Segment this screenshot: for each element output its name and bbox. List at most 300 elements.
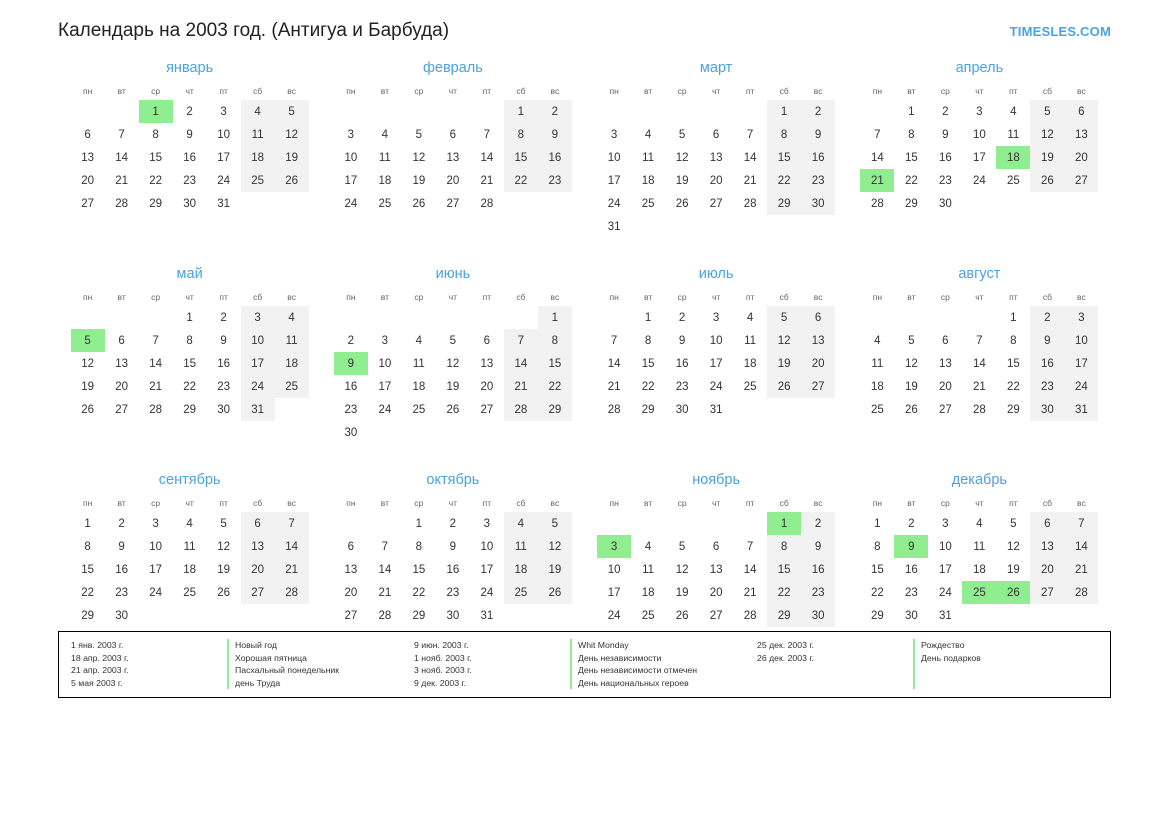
- day-cell[interactable]: 4: [874, 334, 881, 347]
- day-cell-weekend[interactable]: 30: [1030, 398, 1064, 421]
- day-cell[interactable]: 27: [938, 403, 952, 416]
- day-cell-weekend[interactable]: 23: [1030, 375, 1064, 398]
- day-cell[interactable]: 16: [217, 357, 231, 370]
- day-cell[interactable]: 22: [183, 380, 197, 393]
- day-cell[interactable]: 6: [712, 540, 720, 553]
- day-cell-weekend[interactable]: 4: [275, 306, 309, 329]
- day-cell[interactable]: 29: [183, 403, 197, 416]
- day-cell-weekend[interactable]: 24: [1064, 375, 1098, 398]
- day-cell-weekend[interactable]: 12: [767, 329, 801, 352]
- day-cell[interactable]: 19: [412, 174, 426, 187]
- day-cell[interactable]: 16: [115, 563, 129, 576]
- day-cell-weekend[interactable]: 28: [504, 398, 538, 421]
- day-cell[interactable]: 11: [744, 334, 757, 347]
- day-cell[interactable]: 19: [217, 563, 231, 576]
- day-cell[interactable]: 13: [446, 151, 460, 164]
- day-cell[interactable]: 25: [412, 403, 426, 416]
- day-cell-weekend[interactable]: 27: [801, 375, 835, 398]
- day-cell-holiday[interactable]: 9: [894, 535, 928, 558]
- day-cell[interactable]: 14: [115, 151, 129, 164]
- day-cell[interactable]: 9: [449, 540, 457, 553]
- day-cell[interactable]: 12: [217, 540, 231, 553]
- day-cell[interactable]: 7: [381, 540, 389, 553]
- day-cell[interactable]: 13: [709, 151, 723, 164]
- day-cell[interactable]: 29: [81, 609, 95, 622]
- day-cell[interactable]: 7: [746, 540, 754, 553]
- day-cell[interactable]: 24: [938, 586, 952, 599]
- day-cell[interactable]: 30: [446, 609, 460, 622]
- day-cell-holiday[interactable]: 3: [597, 535, 631, 558]
- day-cell-weekend[interactable]: 11: [241, 123, 275, 146]
- day-cell[interactable]: 5: [415, 128, 423, 141]
- day-cell[interactable]: 10: [378, 357, 392, 370]
- day-cell[interactable]: 1: [908, 105, 915, 118]
- day-cell-weekend[interactable]: 13: [241, 535, 275, 558]
- day-cell[interactable]: 10: [149, 540, 163, 553]
- day-cell[interactable]: 12: [81, 357, 95, 370]
- day-cell-weekend[interactable]: 17: [1064, 352, 1098, 375]
- day-cell[interactable]: 16: [183, 151, 197, 164]
- day-cell-weekend[interactable]: 10: [1064, 329, 1098, 352]
- day-cell-weekend[interactable]: 26: [1030, 169, 1064, 192]
- day-cell-weekend[interactable]: 18: [504, 558, 538, 581]
- day-cell-weekend[interactable]: 14: [1064, 535, 1098, 558]
- day-cell[interactable]: 11: [973, 540, 986, 553]
- day-cell[interactable]: 31: [938, 609, 952, 622]
- day-cell[interactable]: 16: [938, 151, 952, 164]
- day-cell[interactable]: 21: [743, 174, 757, 187]
- day-cell[interactable]: 21: [607, 380, 621, 393]
- day-cell[interactable]: 6: [449, 128, 457, 141]
- day-cell-weekend[interactable]: 19: [275, 146, 309, 169]
- day-cell[interactable]: 4: [644, 540, 652, 553]
- day-cell[interactable]: 27: [81, 197, 95, 210]
- day-cell-weekend[interactable]: 4: [241, 100, 275, 123]
- day-cell[interactable]: 27: [709, 609, 723, 622]
- day-cell[interactable]: 9: [942, 128, 949, 141]
- day-cell[interactable]: 1: [874, 517, 881, 530]
- day-cell[interactable]: 24: [378, 403, 392, 416]
- day-cell[interactable]: 18: [378, 174, 392, 187]
- day-cell[interactable]: 20: [115, 380, 129, 393]
- day-cell[interactable]: 31: [480, 609, 494, 622]
- day-cell[interactable]: 14: [743, 563, 757, 576]
- day-cell[interactable]: 14: [378, 563, 392, 576]
- day-cell[interactable]: 31: [217, 197, 231, 210]
- day-cell[interactable]: 26: [446, 403, 460, 416]
- day-cell[interactable]: 10: [217, 128, 231, 141]
- day-cell-weekend[interactable]: 8: [767, 535, 801, 558]
- day-cell[interactable]: 8: [644, 334, 652, 347]
- day-cell-weekend[interactable]: 9: [801, 123, 835, 146]
- day-cell[interactable]: 11: [642, 151, 655, 164]
- day-cell[interactable]: 11: [183, 540, 196, 553]
- day-cell[interactable]: 15: [412, 563, 426, 576]
- day-cell[interactable]: 19: [81, 380, 95, 393]
- day-cell[interactable]: 23: [938, 174, 952, 187]
- day-cell[interactable]: 8: [186, 334, 193, 347]
- day-cell-weekend[interactable]: 20: [241, 558, 275, 581]
- day-cell[interactable]: 13: [344, 563, 358, 576]
- day-cell[interactable]: 17: [938, 563, 952, 576]
- day-cell[interactable]: 1: [415, 517, 423, 530]
- day-cell[interactable]: 10: [709, 334, 723, 347]
- day-cell[interactable]: 23: [344, 403, 358, 416]
- day-cell[interactable]: 14: [480, 151, 494, 164]
- day-cell[interactable]: 28: [378, 609, 392, 622]
- day-cell[interactable]: 6: [118, 334, 125, 347]
- day-cell[interactable]: 22: [904, 174, 918, 187]
- day-cell-weekend[interactable]: 16: [801, 558, 835, 581]
- day-cell[interactable]: 3: [712, 311, 720, 324]
- day-cell-weekend[interactable]: 16: [538, 146, 572, 169]
- day-cell-weekend[interactable]: 22: [767, 581, 801, 604]
- day-cell[interactable]: 2: [449, 517, 457, 530]
- day-cell[interactable]: 28: [480, 197, 494, 210]
- day-cell-weekend[interactable]: 7: [275, 512, 309, 535]
- day-cell[interactable]: 21: [972, 380, 986, 393]
- day-cell[interactable]: 2: [942, 105, 949, 118]
- day-cell-weekend[interactable]: 4: [504, 512, 538, 535]
- day-cell[interactable]: 7: [976, 334, 983, 347]
- day-cell[interactable]: 5: [678, 540, 686, 553]
- day-cell-weekend[interactable]: 5: [767, 306, 801, 329]
- day-cell-weekend[interactable]: 20: [801, 352, 835, 375]
- day-cell[interactable]: 13: [480, 357, 494, 370]
- day-cell-holiday[interactable]: 26: [996, 581, 1030, 604]
- day-cell[interactable]: 24: [607, 609, 621, 622]
- day-cell[interactable]: 4: [1010, 105, 1017, 118]
- day-cell[interactable]: 2: [220, 311, 227, 324]
- day-cell[interactable]: 2: [186, 105, 193, 118]
- day-cell-weekend[interactable]: 5: [538, 512, 572, 535]
- day-cell[interactable]: 24: [480, 586, 494, 599]
- day-cell[interactable]: 27: [446, 197, 460, 210]
- day-cell-weekend[interactable]: 6: [241, 512, 275, 535]
- day-cell[interactable]: 1: [644, 311, 652, 324]
- day-cell-weekend[interactable]: 29: [538, 398, 572, 421]
- day-cell-weekend[interactable]: 23: [538, 169, 572, 192]
- day-cell[interactable]: 14: [972, 357, 986, 370]
- day-cell-weekend[interactable]: 30: [801, 192, 835, 215]
- day-cell[interactable]: 20: [938, 380, 952, 393]
- day-cell-weekend[interactable]: 23: [801, 581, 835, 604]
- day-cell[interactable]: 10: [972, 128, 986, 141]
- day-cell-holiday[interactable]: 1: [767, 512, 801, 535]
- day-cell[interactable]: 15: [870, 563, 884, 576]
- day-cell[interactable]: 12: [904, 357, 918, 370]
- day-cell[interactable]: 20: [446, 174, 460, 187]
- day-cell-weekend[interactable]: 8: [538, 329, 572, 352]
- day-cell[interactable]: 24: [607, 197, 621, 210]
- day-cell[interactable]: 31: [607, 220, 621, 233]
- day-cell[interactable]: 18: [641, 586, 655, 599]
- day-cell-weekend[interactable]: 22: [767, 169, 801, 192]
- day-cell-weekend[interactable]: 8: [767, 123, 801, 146]
- day-cell-weekend[interactable]: 25: [504, 581, 538, 604]
- day-cell-weekend[interactable]: 5: [275, 100, 309, 123]
- day-cell[interactable]: 17: [480, 563, 494, 576]
- day-cell-weekend[interactable]: 30: [801, 604, 835, 627]
- day-cell[interactable]: 14: [870, 151, 884, 164]
- day-cell-weekend[interactable]: 13: [1064, 123, 1098, 146]
- day-cell-weekend[interactable]: 8: [504, 123, 538, 146]
- day-cell[interactable]: 12: [1006, 540, 1020, 553]
- day-cell[interactable]: 22: [641, 380, 655, 393]
- day-cell[interactable]: 22: [149, 174, 163, 187]
- day-cell-weekend[interactable]: 20: [1064, 146, 1098, 169]
- day-cell[interactable]: 28: [870, 197, 884, 210]
- day-cell-weekend[interactable]: 6: [801, 306, 835, 329]
- day-cell[interactable]: 6: [942, 334, 949, 347]
- day-cell[interactable]: 18: [743, 357, 757, 370]
- day-cell[interactable]: 18: [972, 563, 986, 576]
- day-cell[interactable]: 30: [183, 197, 197, 210]
- day-cell[interactable]: 11: [412, 357, 425, 370]
- day-cell[interactable]: 13: [115, 357, 129, 370]
- day-cell[interactable]: 7: [610, 334, 618, 347]
- day-cell[interactable]: 15: [1006, 357, 1020, 370]
- day-cell-weekend[interactable]: 20: [1030, 558, 1064, 581]
- day-cell[interactable]: 27: [344, 609, 358, 622]
- day-cell[interactable]: 6: [84, 128, 91, 141]
- day-cell-weekend[interactable]: 23: [801, 169, 835, 192]
- day-cell-weekend[interactable]: 18: [241, 146, 275, 169]
- day-cell[interactable]: 3: [152, 517, 159, 530]
- day-cell[interactable]: 9: [678, 334, 686, 347]
- day-cell[interactable]: 30: [904, 609, 918, 622]
- day-cell-weekend[interactable]: 2: [801, 512, 835, 535]
- day-cell[interactable]: 8: [908, 128, 915, 141]
- day-cell-weekend[interactable]: 29: [767, 192, 801, 215]
- day-cell[interactable]: 14: [149, 357, 163, 370]
- day-cell-weekend[interactable]: 19: [1030, 146, 1064, 169]
- day-cell[interactable]: 30: [217, 403, 231, 416]
- day-cell[interactable]: 20: [709, 174, 723, 187]
- day-cell[interactable]: 16: [675, 357, 689, 370]
- day-cell[interactable]: 17: [217, 151, 231, 164]
- day-cell[interactable]: 9: [220, 334, 227, 347]
- day-cell-weekend[interactable]: 11: [275, 329, 309, 352]
- day-cell[interactable]: 27: [480, 403, 494, 416]
- day-cell-weekend[interactable]: 7: [504, 329, 538, 352]
- day-cell[interactable]: 29: [870, 609, 884, 622]
- day-cell-holiday[interactable]: 5: [71, 329, 105, 352]
- day-cell-weekend[interactable]: 27: [1030, 581, 1064, 604]
- day-cell-weekend[interactable]: 15: [538, 352, 572, 375]
- day-cell[interactable]: 18: [183, 563, 197, 576]
- day-cell-weekend[interactable]: 24: [241, 375, 275, 398]
- day-cell[interactable]: 24: [149, 586, 163, 599]
- day-cell[interactable]: 4: [381, 128, 389, 141]
- day-cell[interactable]: 1: [84, 517, 91, 530]
- day-cell[interactable]: 20: [344, 586, 358, 599]
- day-cell[interactable]: 23: [904, 586, 918, 599]
- day-cell[interactable]: 12: [412, 151, 426, 164]
- day-cell[interactable]: 1: [1010, 311, 1017, 324]
- day-cell[interactable]: 29: [412, 609, 426, 622]
- day-cell[interactable]: 16: [904, 563, 918, 576]
- day-cell[interactable]: 19: [675, 586, 689, 599]
- day-cell[interactable]: 4: [746, 311, 754, 324]
- day-cell-weekend[interactable]: 27: [1064, 169, 1098, 192]
- day-cell-weekend[interactable]: 28: [275, 581, 309, 604]
- day-cell[interactable]: 12: [675, 563, 689, 576]
- day-cell[interactable]: 23: [446, 586, 460, 599]
- day-cell[interactable]: 10: [607, 151, 621, 164]
- day-cell[interactable]: 23: [183, 174, 197, 187]
- day-cell[interactable]: 19: [446, 380, 460, 393]
- day-cell-weekend[interactable]: 26: [275, 169, 309, 192]
- day-cell-weekend[interactable]: 15: [767, 146, 801, 169]
- day-cell[interactable]: 12: [675, 151, 689, 164]
- day-cell[interactable]: 18: [412, 380, 426, 393]
- day-cell[interactable]: 7: [152, 334, 159, 347]
- day-cell[interactable]: 3: [976, 105, 983, 118]
- day-cell[interactable]: 25: [183, 586, 197, 599]
- day-cell[interactable]: 4: [415, 334, 423, 347]
- day-cell[interactable]: 17: [344, 174, 358, 187]
- day-cell-weekend[interactable]: 9: [538, 123, 572, 146]
- day-cell[interactable]: 17: [607, 174, 621, 187]
- day-cell-weekend[interactable]: 13: [1030, 535, 1064, 558]
- day-cell[interactable]: 21: [743, 586, 757, 599]
- day-cell-weekend[interactable]: 22: [504, 169, 538, 192]
- day-cell[interactable]: 15: [904, 151, 918, 164]
- day-cell[interactable]: 11: [642, 563, 655, 576]
- day-cell[interactable]: 3: [347, 128, 355, 141]
- day-cell-weekend[interactable]: 26: [767, 375, 801, 398]
- day-cell[interactable]: 17: [378, 380, 392, 393]
- day-cell-weekend[interactable]: 31: [241, 398, 275, 421]
- day-cell-weekend[interactable]: 16: [801, 146, 835, 169]
- day-cell[interactable]: 7: [483, 128, 491, 141]
- day-cell[interactable]: 13: [81, 151, 95, 164]
- day-cell-weekend[interactable]: 5: [1030, 100, 1064, 123]
- day-cell-weekend[interactable]: 25: [241, 169, 275, 192]
- day-cell[interactable]: 8: [874, 540, 881, 553]
- day-cell[interactable]: 5: [678, 128, 686, 141]
- day-cell[interactable]: 18: [870, 380, 884, 393]
- day-cell-weekend[interactable]: 9: [1030, 329, 1064, 352]
- day-cell[interactable]: 25: [641, 197, 655, 210]
- day-cell[interactable]: 25: [641, 609, 655, 622]
- day-cell[interactable]: 19: [904, 380, 918, 393]
- day-cell[interactable]: 7: [118, 128, 125, 141]
- day-cell-weekend[interactable]: 3: [241, 306, 275, 329]
- day-cell[interactable]: 12: [446, 357, 460, 370]
- day-cell-weekend[interactable]: 2: [538, 100, 572, 123]
- day-cell[interactable]: 22: [81, 586, 95, 599]
- day-cell[interactable]: 27: [115, 403, 129, 416]
- day-cell[interactable]: 2: [347, 334, 355, 347]
- day-cell[interactable]: 26: [81, 403, 95, 416]
- day-cell[interactable]: 8: [415, 540, 423, 553]
- day-cell[interactable]: 16: [344, 380, 358, 393]
- day-cell-weekend[interactable]: 2: [1030, 306, 1064, 329]
- day-cell[interactable]: 17: [709, 357, 723, 370]
- day-cell[interactable]: 24: [972, 174, 986, 187]
- day-cell-holiday[interactable]: 18: [996, 146, 1030, 169]
- day-cell[interactable]: 30: [344, 426, 358, 439]
- day-cell[interactable]: 23: [217, 380, 231, 393]
- day-cell[interactable]: 30: [675, 403, 689, 416]
- day-cell[interactable]: 11: [871, 357, 884, 370]
- day-cell[interactable]: 29: [641, 403, 655, 416]
- day-cell[interactable]: 3: [220, 105, 227, 118]
- day-cell[interactable]: 30: [938, 197, 952, 210]
- day-cell[interactable]: 2: [118, 517, 125, 530]
- day-cell[interactable]: 21: [149, 380, 163, 393]
- day-cell-weekend[interactable]: 12: [275, 123, 309, 146]
- day-cell-weekend[interactable]: 22: [538, 375, 572, 398]
- day-cell[interactable]: 8: [84, 540, 91, 553]
- day-cell[interactable]: 3: [483, 517, 491, 530]
- day-cell[interactable]: 22: [870, 586, 884, 599]
- day-cell[interactable]: 24: [344, 197, 358, 210]
- day-cell-weekend[interactable]: 15: [504, 146, 538, 169]
- day-cell[interactable]: 28: [149, 403, 163, 416]
- day-cell[interactable]: 26: [412, 197, 426, 210]
- day-cell-weekend[interactable]: 13: [801, 329, 835, 352]
- day-cell-weekend[interactable]: 29: [767, 604, 801, 627]
- day-cell[interactable]: 27: [709, 197, 723, 210]
- day-cell[interactable]: 9: [186, 128, 193, 141]
- day-cell[interactable]: 5: [908, 334, 915, 347]
- day-cell-weekend[interactable]: 15: [767, 558, 801, 581]
- day-cell[interactable]: 25: [378, 197, 392, 210]
- day-cell[interactable]: 26: [675, 609, 689, 622]
- day-cell[interactable]: 15: [641, 357, 655, 370]
- day-cell[interactable]: 3: [381, 334, 389, 347]
- day-cell-weekend[interactable]: 1: [504, 100, 538, 123]
- day-cell[interactable]: 11: [1007, 128, 1020, 141]
- day-cell[interactable]: 20: [480, 380, 494, 393]
- day-cell[interactable]: 26: [904, 403, 918, 416]
- day-cell[interactable]: 25: [1006, 174, 1020, 187]
- day-cell[interactable]: 5: [449, 334, 457, 347]
- day-cell[interactable]: 20: [81, 174, 95, 187]
- day-cell[interactable]: 3: [610, 128, 618, 141]
- day-cell-weekend[interactable]: 1: [767, 100, 801, 123]
- day-cell[interactable]: 23: [115, 586, 129, 599]
- day-cell[interactable]: 28: [115, 197, 129, 210]
- day-cell-weekend[interactable]: 9: [801, 535, 835, 558]
- day-cell[interactable]: 4: [644, 128, 652, 141]
- day-cell[interactable]: 13: [709, 563, 723, 576]
- day-cell[interactable]: 20: [709, 586, 723, 599]
- day-cell[interactable]: 28: [743, 609, 757, 622]
- day-cell[interactable]: 28: [607, 403, 621, 416]
- day-cell[interactable]: 10: [607, 563, 621, 576]
- day-cell-weekend[interactable]: 19: [538, 558, 572, 581]
- day-cell-weekend[interactable]: 7: [1064, 512, 1098, 535]
- day-cell[interactable]: 6: [712, 128, 720, 141]
- day-cell[interactable]: 17: [972, 151, 986, 164]
- day-cell-weekend[interactable]: 31: [1064, 398, 1098, 421]
- day-cell[interactable]: 21: [115, 174, 129, 187]
- day-cell-weekend[interactable]: 2: [801, 100, 835, 123]
- day-cell-weekend[interactable]: 3: [1064, 306, 1098, 329]
- day-cell[interactable]: 2: [908, 517, 915, 530]
- day-cell[interactable]: 10: [480, 540, 494, 553]
- day-cell-holiday[interactable]: 1: [139, 100, 173, 123]
- day-cell[interactable]: 4: [976, 517, 983, 530]
- day-cell[interactable]: 16: [446, 563, 460, 576]
- day-cell[interactable]: 13: [938, 357, 952, 370]
- day-cell[interactable]: 14: [607, 357, 621, 370]
- day-cell[interactable]: 29: [904, 197, 918, 210]
